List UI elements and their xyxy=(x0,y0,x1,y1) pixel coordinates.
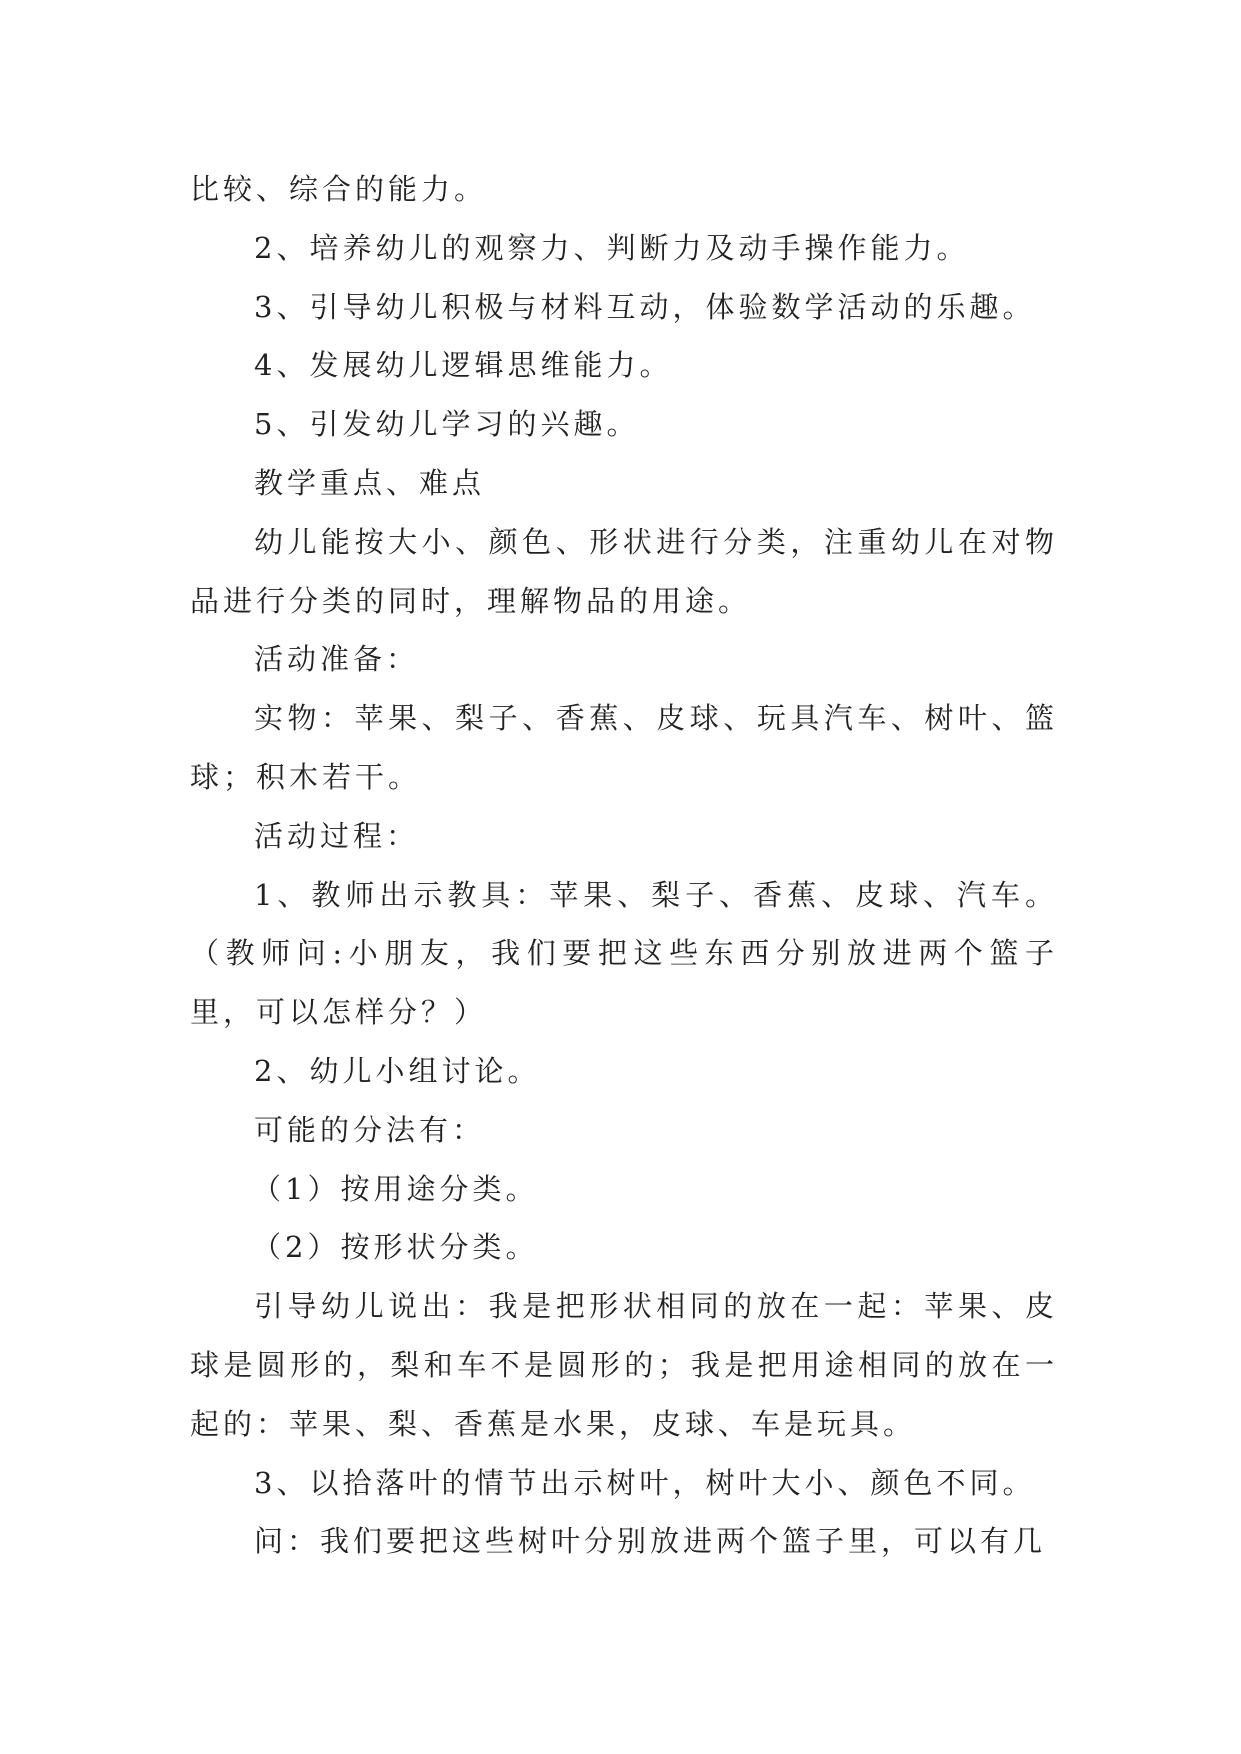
paragraph: 2、培养幼儿的观察力、判断力及动手操作能力。 xyxy=(254,230,970,265)
paragraph: 可能的分法有： xyxy=(254,1112,486,1147)
paragraph: 2、幼儿小组讨论。 xyxy=(254,1053,541,1088)
paragraph: 实物：苹果、梨子、香蕉、皮球、玩具汽车、树叶、篮球；积木若干。 xyxy=(190,701,1058,794)
paragraph: 4、发展幼儿逻辑思维能力。 xyxy=(254,348,673,383)
paragraph: 比较、综合的能力。 xyxy=(190,172,488,206)
paragraph: 5、引发幼儿学习的兴趣。 xyxy=(254,407,640,442)
section-heading: 活动过程： xyxy=(254,818,420,853)
document-body xyxy=(190,160,1058,1571)
list-item: （2）按形状分类。 xyxy=(252,1230,539,1265)
list-item: （1）按用途分类。 xyxy=(252,1171,539,1206)
paragraph: 3、引导幼儿积极与材料互动，体验数学活动的乐趣。 xyxy=(254,289,1036,324)
paragraph: 问：我们要把这些树叶分别放进两个篮子里，可以有几 xyxy=(254,1524,1047,1559)
paragraph: 幼儿能按大小、颜色、形状进行分类，注重幼儿在对物品进行分类的同时，理解物品的用途。 xyxy=(190,524,1058,618)
paragraph: 引导幼儿说出：我是把形状相同的放在一起：苹果、皮球是圆形的，梨和车不是圆形的；我是把用途相同的放在一起的：苹果、梨、香蕉是水果，皮球、车是玩具。 xyxy=(190,1289,1058,1441)
section-heading: 活动准备： xyxy=(254,642,420,677)
paragraph: 3、以拾落叶的情节出示树叶，树叶大小、颜色不同。 xyxy=(254,1465,1036,1500)
section-heading: 教学重点、难点 xyxy=(254,465,486,500)
paragraph: 1、教师出示教具：苹果、梨子、香蕉、皮球、汽车。（教师问:小朋友，我们要把这些东西分别放进两个篮子里，可以怎样分？） xyxy=(190,877,1058,1030)
